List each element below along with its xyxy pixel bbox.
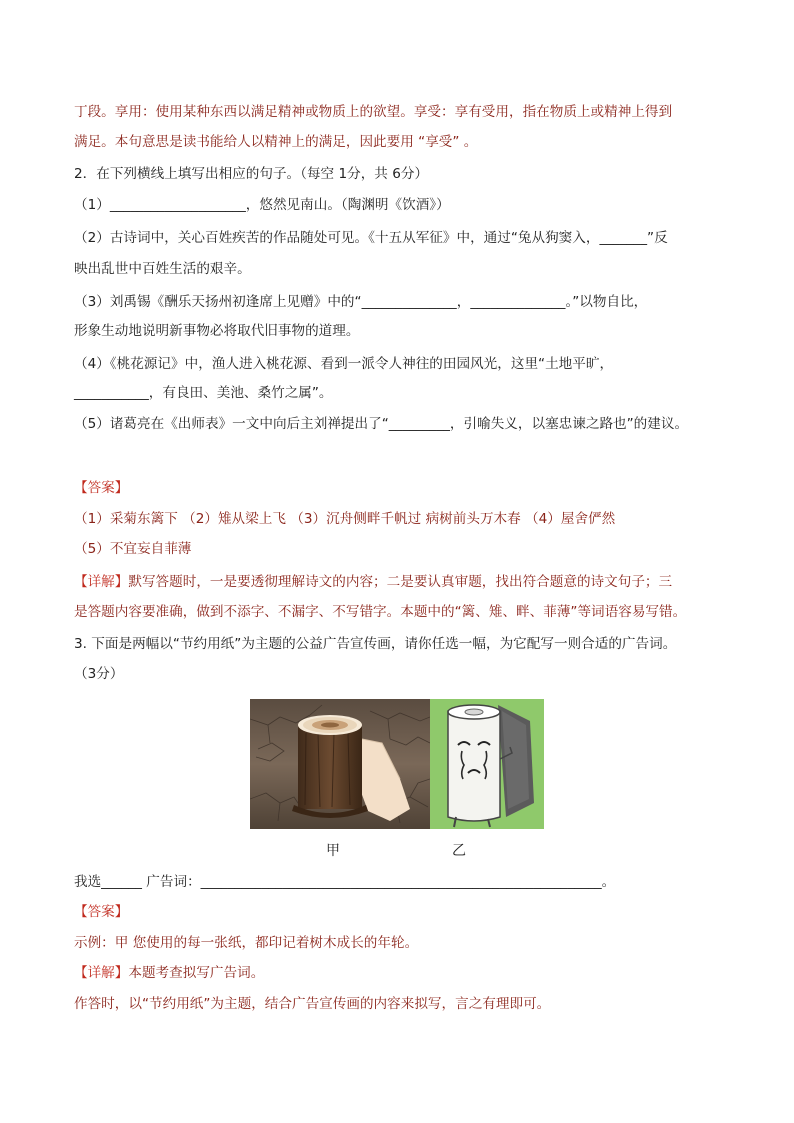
q3-answer-tag: 【答案】 [74,904,129,920]
crying-paper-roll-icon [430,699,544,829]
q3-title: 3. 下面是两幅以“节约用纸”为主题的公益广告宣传画，请你任选一幅，为它配写一则合适的广告词。 [74,636,677,652]
q2-answer-line: （1）采菊东篱下 （2）雉从梁上飞 （3）沉舟侧畔千帆过 病树前头万木春 （4）屋舍俨然 [74,511,616,527]
q2-answer-tag: 【答案】 [74,480,129,496]
q3-answer: 示例：甲 您使用的每一张纸，都印记着树木成长的年轮。 [74,935,419,951]
q2-item: （1）____________________，悠然见南山。（陶渊明《饮酒》） [74,197,450,213]
poster-a [250,699,430,829]
continuation-line-1: 丁段。享用：使用某种东西以满足精神或物质上的欲望。享受：享有受用，指在物质上或精神上得到 [74,104,673,120]
q2-detail-line: 是答题内容要准确，做到不添字、不漏字、不写错字。本题中的“篱、雉、畔、菲薄”等词语容易写错。 [74,604,687,620]
poster-b [430,699,544,829]
q2-item: （3）刘禹锡《酬乐天扬州初逢席上见赠》中的“______________，______________。”以物自比， [74,294,648,310]
q2-item: 形象生动地说明新事物必将取代旧事物的道理。 [74,323,360,339]
continuation-line-2: 满足。本句意思是读书能给人以精神上的满足，因此要用 “享受” 。 [74,134,478,150]
q2-item: （2）古诗词中，关心百姓疾苦的作品随处可见。《十五从军征》中，通过“兔从狗窦入，_______”反 [74,230,668,246]
q3-detail-text: 本题考查拟写广告词。 [128,965,265,981]
q2-item: （4）《桃花源记》中，渔人进入桃花源、看到一派令人神往的田园风光，这里“土地平旷， [74,356,614,372]
q2-detail-text: 默写答题时，一是要透彻理解诗文的内容；二是要认真审题，找出符合题意的诗文句子；三 [128,574,673,590]
q3-detail-line [74,963,264,983]
q2-item: （5）诸葛亮在《出师表》一文中向后主刘禅提出了“_________，引喻失义，以塞忠谏之路也”的建议。 [74,416,689,432]
q2-detail-tag: 【详解】 [74,574,129,590]
q2-item: 映出乱世中百姓生活的艰辛。 [74,261,251,277]
q2-answer-line: （5）不宜妄自菲薄 [74,541,192,557]
q3-points: （3分） [74,666,124,682]
caption-a: 甲 [326,843,340,859]
q3-fill-line: 我选______ 广告词：___________________________________________________________。 [74,874,616,890]
tree-stump-toilet-roll-icon [250,699,430,829]
q2-item: ___________，有良田、美池、桑竹之属”。 [74,385,333,401]
caption-b: 乙 [452,843,466,859]
poster-figure [250,699,544,829]
q2-title: 2．在下列横线上填写出相应的句子。（每空 1分，共 6分） [74,166,429,182]
q2-detail-line [74,572,672,592]
q3-detail-tag: 【详解】 [74,965,129,981]
q3-detail-line-2: 作答时，以“节约用纸”为主题，结合广告宣传画的内容来拟写，言之有理即可。 [74,996,551,1012]
